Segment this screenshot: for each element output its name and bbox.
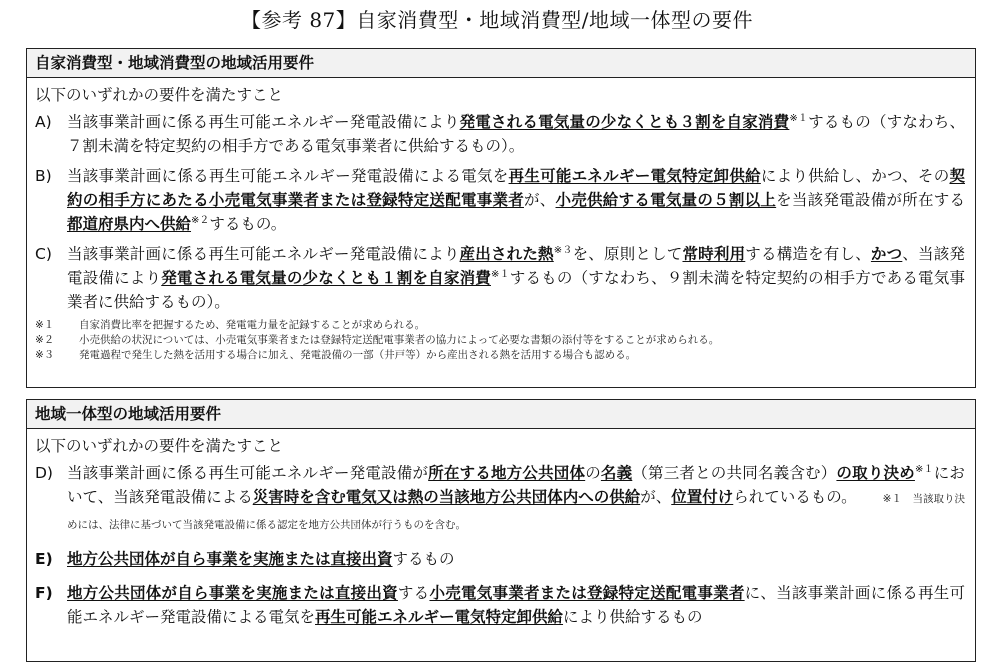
footnote-mark: ※３ xyxy=(35,349,55,361)
emphasis-text: かつ xyxy=(870,245,903,263)
requirement-text xyxy=(67,242,965,314)
text-span: が、 xyxy=(523,191,556,209)
requirement-text xyxy=(67,461,965,537)
section-header: 自家消費型・地域消費型の地域活用要件 xyxy=(27,49,975,78)
text-span: 、当該発電設備により xyxy=(67,245,965,287)
self-consumption-requirements-box xyxy=(26,48,976,388)
text-span: する構造を有し、 xyxy=(745,245,871,263)
emphasis-text: 常時利用 xyxy=(682,245,746,263)
footnote-marker: ※３ xyxy=(553,244,573,256)
requirement-c xyxy=(27,242,975,314)
emphasis-text: 小売電気事業者または登録特定送配電事業者 xyxy=(429,584,745,602)
emphasis-text: 再生可能エネルギー電気特定卸供給 xyxy=(315,608,564,626)
footnote-text: 発電過程で発生した熱を活用する場合に加え、発電設備の一部（井戸等）から産出される熱を活用する場合も認める。 xyxy=(79,349,637,361)
text-span: に、当該事業計画に係る再生可能エネルギー発電設備による電気を xyxy=(67,584,965,626)
emphasis-text: 発電される電気量の少なくとも３割を自家消費 xyxy=(459,113,790,131)
text-span: が、 xyxy=(640,488,672,506)
emphasis-text: の取り決め xyxy=(836,464,915,482)
section-intro: 以下のいずれかの要件を満たすこと xyxy=(35,437,284,455)
emphasis-text: 災害時を含む電気又は熱の当該地方公共団体内への供給 xyxy=(252,488,641,506)
community-integrated-requirements-box xyxy=(26,399,976,662)
requirement-text xyxy=(67,547,965,571)
emphasis-text: 名義 xyxy=(600,464,633,482)
emphasis-text: 地方公共団体が自ら事業を実施または直接出資 xyxy=(67,584,398,602)
text-span: 当該事業計画に係る再生可能エネルギー発電設備により xyxy=(67,245,460,263)
requirement-label: B) xyxy=(35,167,52,185)
requirement-text xyxy=(67,110,965,158)
text-span: により供給し、かつ、その xyxy=(760,167,950,185)
footnote-text: 小売供給の状況については、小売電気事業者または登録特定送配電事業者の協力によって必要な書類の添付等をすることが求められる。 xyxy=(79,334,720,346)
footnote-marker: ※１ xyxy=(490,268,510,280)
emphasis-text: 再生可能エネルギー電気特定卸供給 xyxy=(508,167,761,185)
footnote xyxy=(35,333,975,348)
text-span: により供給するもの xyxy=(563,608,703,626)
text-span: 当該事業計画に係る再生可能エネルギー発電設備による電気を xyxy=(67,167,509,185)
text-span: するもの（すなわち、９割未満を特定契約の相手方である電気事業者に供給するもの）。 xyxy=(67,269,965,311)
requirement-a xyxy=(27,110,975,158)
requirement-e xyxy=(27,547,975,571)
requirement-text xyxy=(67,581,965,629)
requirement-label: E) xyxy=(35,550,53,568)
emphasis-text: 所在する地方公共団体 xyxy=(428,464,586,482)
text-span: において、当該発電設備による xyxy=(67,464,965,506)
inline-footnote: ※１ 当該取り決めには、法律に基づいて当該発電設備に係る認定を地方公共団体が行うものを含む。 xyxy=(67,493,965,531)
text-span: するもの（すなわち、７割未満を特定契約の相手方である電気事業者に供給するもの）。 xyxy=(67,113,965,155)
text-span: を当該発電設備が所在する xyxy=(776,191,965,209)
emphasis-text: 発電される電気量の少なくとも１割を自家消費 xyxy=(161,269,491,287)
emphasis-text: 地方公共団体が自ら事業を実施または直接出資 xyxy=(67,550,393,568)
footnotes xyxy=(27,314,975,363)
footnote-marker: ※２ xyxy=(191,214,210,226)
emphasis-text: 小売供給する電気量の５割以上 xyxy=(555,191,777,209)
section-intro: 以下のいずれかの要件を満たすこと xyxy=(35,86,284,104)
requirement-label: F) xyxy=(35,584,53,602)
footnote-marker: ※１ xyxy=(914,463,934,475)
page-title: 【参考 87】自家消費型・地域消費型/地域一体型の要件 xyxy=(240,8,754,32)
text-span: （第三者との共同名義含む） xyxy=(632,464,837,482)
footnote-mark: ※２ xyxy=(35,334,55,346)
text-span: するもの xyxy=(392,550,455,568)
emphasis-text: 都道府県内へ供給 xyxy=(67,215,192,233)
text-span: を、原則として xyxy=(572,245,683,263)
footnote-text: 自家消費比率を把握するため、発電電力量を記録することが求められる。 xyxy=(79,319,426,331)
section-header: 地域一体型の地域活用要件 xyxy=(27,400,975,429)
footnote xyxy=(35,318,975,333)
emphasis-text: 位置付け xyxy=(671,488,734,506)
requirement-text xyxy=(67,164,965,236)
requirement-label: D) xyxy=(35,464,53,482)
emphasis-text: 契約の相手方にあたる小売電気事業者または登録特定送配電事業者 xyxy=(67,167,965,209)
text-span: するもの。 xyxy=(209,215,287,233)
requirement-label: A) xyxy=(35,113,52,131)
text-span: 当該事業計画に係る再生可能エネルギー発電設備により xyxy=(67,113,460,131)
text-span: られているもの。 xyxy=(733,488,857,506)
requirement-d xyxy=(27,461,975,537)
footnote-mark: ※１ xyxy=(35,319,55,331)
text-span: の xyxy=(585,464,601,482)
footnote xyxy=(35,348,975,363)
emphasis-text: 産出された熱 xyxy=(459,245,554,263)
text-span: する xyxy=(397,584,430,602)
footnote-marker: ※１ xyxy=(789,112,809,124)
text-span: 当該事業計画に係る再生可能エネルギー発電設備が xyxy=(67,464,429,482)
requirement-b xyxy=(27,164,975,236)
requirement-f xyxy=(27,581,975,629)
requirement-label: C) xyxy=(35,245,52,263)
